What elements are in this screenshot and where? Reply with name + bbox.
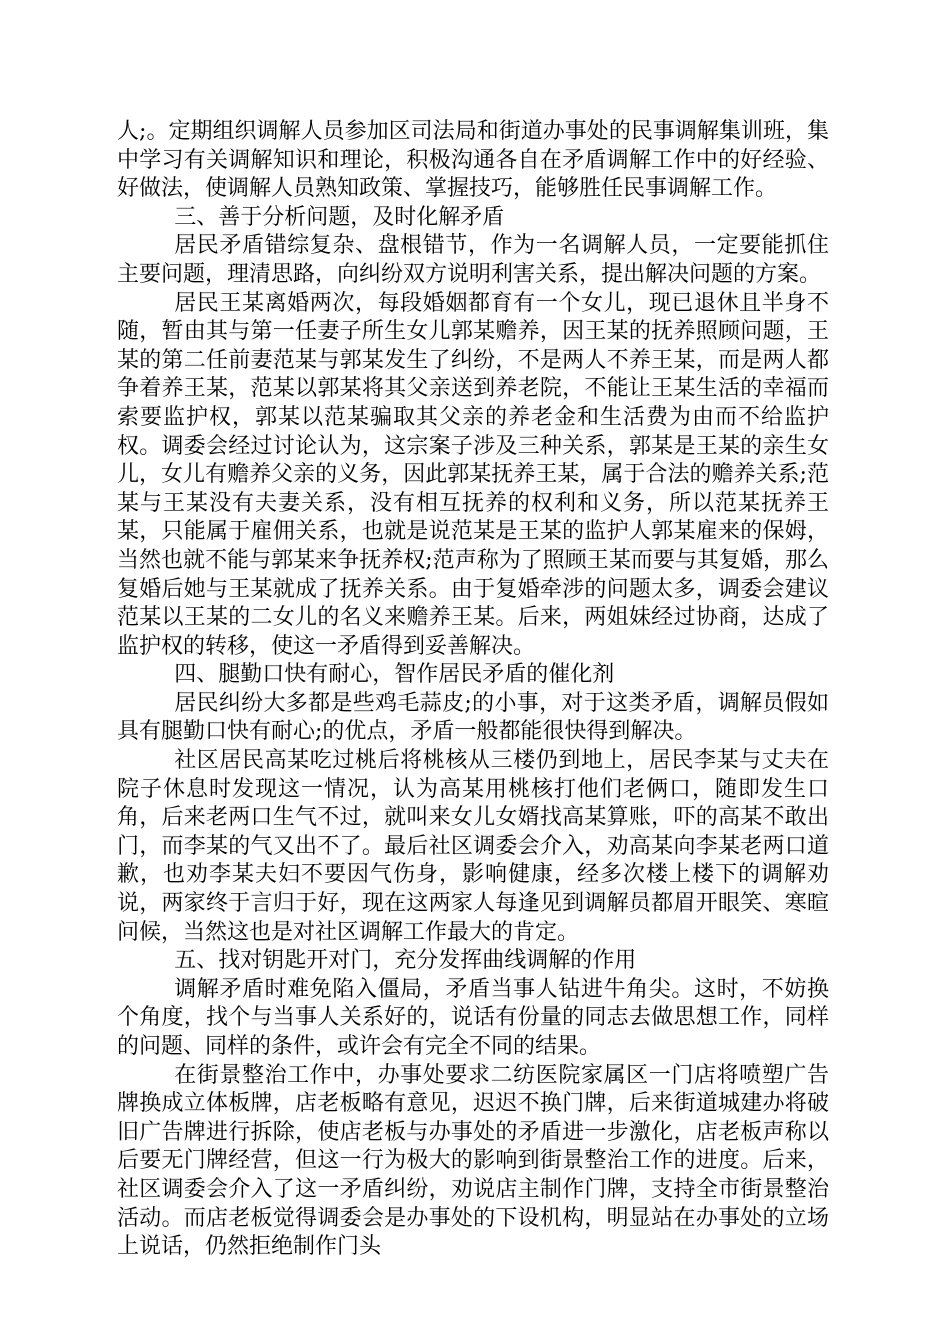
document-page	[117, 118, 829, 1262]
section-heading-5: 五、找对钥匙开对门，充分发挥曲线调解的作用	[174, 948, 637, 974]
paragraph-7: 社区居民高某吃过桃后将桃核从三楼仍到地上，居民李某与丈夫在院子休息时发现这一情况，认为高某用桃核打他们老俩口，随即发生口角，后来老两口生气不过，就叫来女儿女婿找高某算账，吓的高某不敢出门，而李某的气又出不了。最后社区调委会介入，劝高某向李某老两口道歉，也劝李某夫妇不要因气伤身，影响健康，经多次楼上楼下的调解劝说，两家终于言归于好，现在这两家人每逢见到调解员都眉开眼笑、寒暄问候，当然这也是对社区调解工作最大的肯定。	[117, 748, 829, 945]
paragraph-6: 居民纠纷大多都是些鸡毛蒜皮;的小事，对于这类矛盾，调解员假如具有腿勤口快有耐心;的优点，矛盾一般都能很快得到解决。	[117, 690, 829, 745]
paragraph-1: 人;。定期组织调解人员参加区司法局和街道办事处的民事调解集训班，集中学习有关调解知识和理论，积极沟通各自在矛盾调解工作中的好经验、好做法，使调解人员熟知政策、掌握技巧，能够胜任民事调解工作。	[117, 119, 829, 202]
paragraph-9: 调解矛盾时难免陷入僵局，矛盾当事人钻进牛角尖。这时，不妨换个角度，找个与当事人关系好的，说话有份量的同志去做思想工作，同样的问题、同样的条件，或许会有完全不同的结果。	[117, 976, 829, 1059]
paragraph-3: 居民矛盾错综复杂、盘根错节，作为一名调解人员，一定要能抓住主要问题，理清思路，向纠纷双方说明利害关系，提出解决问题的方案。	[117, 233, 829, 287]
section-heading-3: 三、善于分析问题，及时化解矛盾	[174, 204, 505, 230]
paragraph-10: 在街景整治工作中，办事处要求二纺医院家属区一门店将喷塑广告牌换成立体板牌，店老板略有意见，迟迟不换门牌，后来街道城建办将破旧广告牌进行拆除，使店老板与办事处的矛盾进一步激化，店老板声称以后要无门牌经营，但这一行为极大的影响到街景整治工作的进度。后来，社区调委会介入了这一矛盾纠纷，劝说店主制作门牌，支持全市街景整治活动。而店老板觉得调委会是办事处的下设机构，明显站在办事处的立场上说话，仍然拒绝制作门头	[117, 1062, 829, 1260]
paragraph-4: 居民王某离婚两次，每段婚姻都育有一个女儿，现已退休且半身不随，暂由其与第一任妻子所生女儿郭某赡养，因王某的抚养照顾问题，王某的第二任前妻范某与郭某发生了纠纷，不是两人不养王某，而是两人都争着养王某，范某以郭某将其父亲送到养老院，不能让王某生活的幸福而索要监护权，郭某以范某骗取其父亲的养老金和生活费为由而不给监护权。调委会经过讨论认为，这宗案子涉及三种关系，郭某是王某的亲生女儿，女儿有赡养父亲的义务，因此郭某抚养王某，属于合法的赡养关系;范某与王某没有夫妻关系，没有相互抚养的权利和义务，所以范某抚养王某，只能属于雇佣关系，也就是说范某是王某的监护人郭某雇来的保姆，当然也就不能与郭某来争抚养权;范声称为了照顾王某而要与其复婚，那么复婚后她与王某就成了抚养关系。由于复婚牵涉的问题太多，调委会建议范某以王某的二女儿的名义来赡养王某。后来，两姐妹经过协商，达成了监护权的转移，使这一矛盾得到妥善解决。	[117, 290, 829, 659]
section-heading-4: 四、腿勤口快有耐心，智作居民矛盾的催化剂	[174, 662, 615, 688]
